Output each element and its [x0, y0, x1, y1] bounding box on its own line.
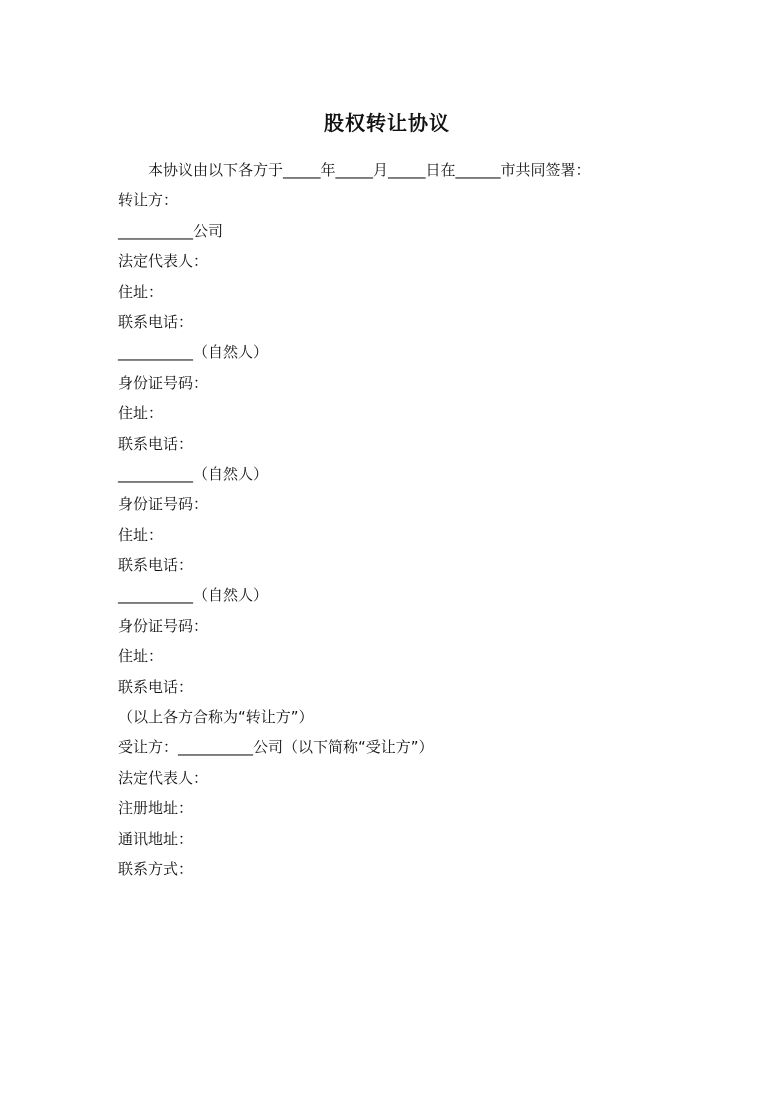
signing-statement: 本协议由以下各方于_____年_____月_____日在______市共同签署： — [148, 161, 591, 179]
natural-person-line: __________（自然人） — [118, 586, 269, 605]
document-body — [118, 155, 718, 884]
transferor-company-line: __________公司 — [118, 221, 224, 240]
mailing-address-label: 通讯地址： — [118, 829, 194, 848]
legal-representative-label: 法定代表人： — [118, 768, 209, 787]
phone-label: 联系电话： — [118, 556, 194, 575]
transferor-collective-note: （以上各方合称为“转让方”） — [118, 708, 314, 727]
transferee-heading: 受让方：__________公司（以下简称“受让方”） — [118, 738, 434, 757]
registered-address-label: 注册地址： — [118, 799, 194, 818]
natural-person-line: __________（自然人） — [118, 464, 269, 483]
phone-label: 联系电话： — [118, 677, 194, 696]
address-label: 住址： — [118, 525, 164, 544]
address-label: 住址： — [118, 404, 164, 423]
phone-label: 联系电话： — [118, 434, 194, 453]
id-number-label: 身份证号码： — [118, 495, 209, 514]
natural-person-line: __________（自然人） — [118, 343, 269, 362]
address-label: 住址： — [118, 282, 164, 301]
phone-label: 联系电话： — [118, 312, 194, 331]
address-label: 住址： — [118, 647, 164, 666]
transferor-heading: 转让方： — [118, 191, 179, 210]
contact-method-label: 联系方式： — [118, 859, 194, 878]
id-number-label: 身份证号码： — [118, 616, 209, 635]
legal-representative-label: 法定代表人： — [118, 252, 209, 271]
document-title: 股权转让协议 — [324, 111, 450, 135]
id-number-label: 身份证号码： — [118, 373, 209, 392]
